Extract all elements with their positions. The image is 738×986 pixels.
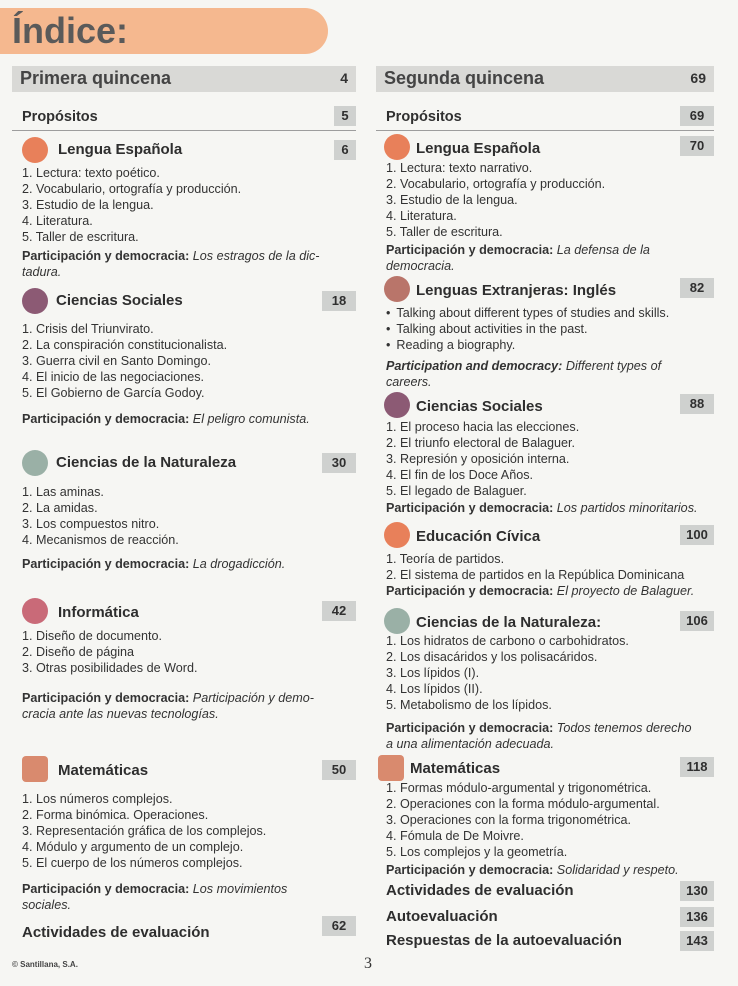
note-text: a una alimentación adecuada. <box>386 737 555 751</box>
note-label: Participación y democracia: <box>22 412 190 426</box>
list-item: 4. Literatura. <box>386 209 457 223</box>
list-item: 1. Diseño de documento. <box>22 629 163 643</box>
page-number-box: 62 <box>322 916 356 936</box>
page-number-box: 118 <box>680 757 714 777</box>
list-item: 2. Operaciones con la forma módulo-argumental. <box>386 797 660 811</box>
sociales-topic-list <box>22 321 356 401</box>
toc-entry-naturaleza[interactable] <box>12 450 356 476</box>
page-number-box: 42 <box>322 601 356 621</box>
page-number-box: 5 <box>334 106 356 126</box>
page-number-box: 136 <box>680 907 714 927</box>
toc-entry-propositos[interactable] <box>376 106 714 128</box>
naturaleza-topic-list <box>22 484 356 548</box>
list-item: 1. Las aminas. <box>22 485 104 499</box>
list-item: 2. El sistema de partidos en la República Dominicana <box>386 568 685 582</box>
page-number-box: 70 <box>680 136 714 156</box>
list-item: 5. Taller de escritura. <box>22 230 139 244</box>
list-item: 5. El legado de Balaguer. <box>386 484 527 498</box>
toc-entry-autoevaluacion[interactable] <box>376 906 714 928</box>
toc-entry-respuestas[interactable] <box>376 930 714 952</box>
divider <box>376 130 714 131</box>
page-number-box: 82 <box>680 278 714 298</box>
list-item: 1. Los números complejos. <box>22 792 173 806</box>
toc-entry-sociales[interactable] <box>12 288 356 314</box>
note-label: Participación y democracia: <box>22 249 190 263</box>
list-item: 5. Taller de escritura. <box>386 225 503 239</box>
participacion-note <box>22 690 356 722</box>
list-item: 4. Módulo y argumento de un complejo. <box>22 840 244 854</box>
toc-entry-label: Actividades de evaluación <box>22 924 210 941</box>
note-label: Participación y democracia: <box>386 584 554 598</box>
left-column <box>12 66 356 941</box>
naturaleza-icon <box>384 608 410 634</box>
toc-entry-label: Matemáticas <box>58 762 149 779</box>
toc-entry-actividades[interactable] <box>376 880 714 902</box>
list-item: • Talking about different types of studies and skills. <box>386 305 714 321</box>
list-item: 1. Teoría de partidos. <box>386 552 505 566</box>
participacion-note <box>22 411 356 427</box>
left-quincena-title: Primera quincena <box>20 68 172 88</box>
list-item: 4. Los lípidos (II). <box>386 682 483 696</box>
note-label: Participation and democracy: <box>386 359 563 373</box>
toc-entry-label: Autoevaluación <box>386 908 498 925</box>
ingles-icon <box>384 276 410 302</box>
divider <box>12 130 356 131</box>
note-text: La defensa de la <box>556 243 650 257</box>
civica-icon <box>384 522 410 548</box>
list-item: 4. El inicio de las negociaciones. <box>22 370 205 384</box>
participacion-note <box>386 862 714 878</box>
page-number-box: 18 <box>322 291 356 311</box>
informatica-topic-list <box>22 628 356 676</box>
list-item: 4. El fin de los Doce Años. <box>386 468 534 482</box>
title-bar <box>0 8 328 54</box>
participacion-note <box>386 500 714 516</box>
toc-entry-naturaleza[interactable] <box>376 608 714 634</box>
sociales-icon <box>22 288 48 314</box>
note-text: Participación y demo- <box>192 691 314 705</box>
list-item: 2. La amidas. <box>22 501 98 515</box>
naturaleza-icon <box>22 450 48 476</box>
toc-entry-matematicas[interactable] <box>12 756 356 782</box>
sociales-topic-list <box>386 419 714 499</box>
page-title: Índice: <box>12 10 129 51</box>
list-item: 2. Vocabulario, ortografía y producción. <box>22 182 242 196</box>
list-item: 3. Guerra civil en Santo Domingo. <box>22 354 211 368</box>
list-item: 3. Otras posibilidades de Word. <box>22 661 198 675</box>
note-text: cracia ante las nuevas tecnologías. <box>22 707 219 721</box>
page-number-box: 50 <box>322 760 356 780</box>
participacion-note <box>386 583 714 599</box>
list-item: 5. Metabolismo de los lípidos. <box>386 698 552 712</box>
list-item: 2. Los disacáridos y los polisacáridos. <box>386 650 598 664</box>
page-number-box: 6 <box>334 140 356 160</box>
naturaleza-topic-list <box>386 633 714 713</box>
toc-entry-civica[interactable] <box>376 522 714 548</box>
list-item: 3. Representación gráfica de los complejos. <box>22 824 267 838</box>
participacion-note <box>22 248 356 280</box>
participacion-note <box>22 556 356 572</box>
list-item: 2. Forma binómica. Operaciones. <box>22 808 209 822</box>
list-item: 3. Operaciones con la forma trigonométrica. <box>386 813 631 827</box>
page-number-box: 106 <box>680 611 714 631</box>
list-item: 2. La conspiración constitucionalista. <box>22 338 228 352</box>
list-item: 5. El Gobierno de García Godoy. <box>22 386 205 400</box>
lengua-icon <box>22 137 48 163</box>
toc-entry-label: Actividades de evaluación <box>386 882 574 899</box>
list-item: • Reading a biography. <box>386 337 714 353</box>
list-item: 3. Los lípidos (I). <box>386 666 480 680</box>
matematicas-topic-list <box>386 780 714 860</box>
list-item: 4. Literatura. <box>22 214 93 228</box>
toc-entry-label: Educación Cívica <box>416 528 541 545</box>
toc-entry-label: Propósitos <box>22 109 98 125</box>
note-label: Participación y democracia: <box>386 243 554 257</box>
sociales-icon <box>384 392 410 418</box>
participacion-note <box>386 358 714 390</box>
page-number-box: 100 <box>680 525 714 545</box>
toc-entry-label: Ciencias Sociales <box>416 398 543 415</box>
note-label: Participación y democracia: <box>386 721 554 735</box>
note-text: tadura. <box>22 265 62 279</box>
right-quincena-page: 69 <box>690 70 706 86</box>
list-item: 2. El triunfo electoral de Balaguer. <box>386 436 576 450</box>
toc-entry-label: Lengua Española <box>416 140 541 157</box>
note-text: Different types of <box>565 359 662 373</box>
lengua-topic-list <box>386 160 714 240</box>
matematicas-icon <box>378 755 404 781</box>
note-text: Todos tenemos derecho <box>556 721 692 735</box>
note-label: Participación y democracia: <box>22 882 190 896</box>
toc-entry-ingles[interactable] <box>376 276 714 302</box>
right-quincena-title: Segunda quincena <box>384 68 545 88</box>
civica-topic-list <box>386 551 714 583</box>
list-item: 1. Lectura: texto narrativo. <box>386 161 533 175</box>
note-text: Los partidos minoritarios. <box>556 501 698 515</box>
participacion-note <box>386 242 714 274</box>
toc-entry-label: Respuestas de la autoevaluación <box>386 932 622 949</box>
left-quincena-header <box>12 66 356 92</box>
toc-entry-propositos[interactable] <box>12 106 356 128</box>
toc-entry-lengua[interactable] <box>376 134 714 160</box>
note-label: Participación y democracia: <box>386 863 554 877</box>
note-text: La drogadicción. <box>192 557 286 571</box>
toc-entry-label: Lengua Española <box>58 141 183 158</box>
toc-entry-label: Informática <box>58 604 139 621</box>
note-text: democracia. <box>386 259 455 273</box>
note-label: Participación y democracia: <box>22 691 190 705</box>
note-text: careers. <box>386 375 432 389</box>
list-item: 3. Represión y oposición interna. <box>386 452 570 466</box>
toc-entry-label: Lenguas Extranjeras: Inglés <box>416 282 617 299</box>
ingles-topic-list <box>386 305 714 353</box>
toc-entry-label: Propósitos <box>386 109 462 125</box>
list-item: 2. Diseño de página <box>22 645 135 659</box>
toc-entry-matematicas[interactable] <box>376 755 714 781</box>
list-item: • Talking about activities in the past. <box>386 321 714 337</box>
note-text: sociales. <box>22 898 71 912</box>
left-quincena-page: 4 <box>340 70 348 86</box>
page-number: 3 <box>364 955 372 972</box>
note-text: Solidaridad y respeto. <box>556 863 679 877</box>
page-number-box: 143 <box>680 931 714 951</box>
note-label: Participación y democracia: <box>22 557 190 571</box>
list-item: 1. Formas módulo-argumental y trigonométrica. <box>386 781 652 795</box>
toc-entry-actividades[interactable] <box>12 916 356 946</box>
page-number-box: 88 <box>680 394 714 414</box>
list-item: 4. Mecanismos de reacción. <box>22 533 179 547</box>
note-text: Los movimientos <box>192 882 288 896</box>
note-text: El proyecto de Balaguer. <box>556 584 695 598</box>
page-number-box: 130 <box>680 881 714 901</box>
page-number-box: 69 <box>680 106 714 126</box>
list-item: 1. Los hidratos de carbono o carbohidratos. <box>386 634 629 648</box>
toc-entry-label: Ciencias Sociales <box>56 292 183 309</box>
right-quincena-header <box>376 66 714 92</box>
list-item: 1. Lectura: texto poético. <box>22 166 160 180</box>
toc-entry-label: Ciencias de la Naturaleza: <box>416 614 602 631</box>
list-item: 4. Fómula de De Moivre. <box>386 829 524 843</box>
list-item: 5. Los complejos y la geometría. <box>386 845 568 859</box>
toc-entry-informatica[interactable] <box>12 598 356 624</box>
informatica-icon <box>22 598 48 624</box>
list-item: 2. Vocabulario, ortografía y producción. <box>386 177 606 191</box>
matematicas-icon <box>22 756 48 782</box>
list-item: 1. El proceso hacia las elecciones. <box>386 420 580 434</box>
right-column <box>376 66 714 949</box>
list-item: 3. Los compuestos nitro. <box>22 517 160 531</box>
page-number-box: 30 <box>322 453 356 473</box>
note-text: El peligro comunista. <box>192 412 310 426</box>
list-item: 3. Estudio de la lengua. <box>22 198 154 212</box>
note-text: Los estragos de la dic- <box>192 249 320 263</box>
matematicas-topic-list <box>22 791 356 871</box>
list-item: 5. El cuerpo de los números complejos. <box>22 856 243 870</box>
participacion-note <box>386 720 714 752</box>
toc-entry-lengua[interactable] <box>12 137 356 163</box>
toc-entry-label: Matemáticas <box>410 760 501 777</box>
lengua-topic-list <box>22 165 356 245</box>
list-item: 1. Crisis del Triunvirato. <box>22 322 154 336</box>
note-label: Participación y democracia: <box>386 501 554 515</box>
list-item: 3. Estudio de la lengua. <box>386 193 518 207</box>
participacion-note <box>22 881 356 913</box>
toc-entry-sociales[interactable] <box>376 392 714 418</box>
toc-entry-label: Ciencias de la Naturaleza <box>56 454 237 471</box>
copyright-footer: © Santillana, S.A. <box>12 960 78 969</box>
lengua-icon <box>384 134 410 160</box>
